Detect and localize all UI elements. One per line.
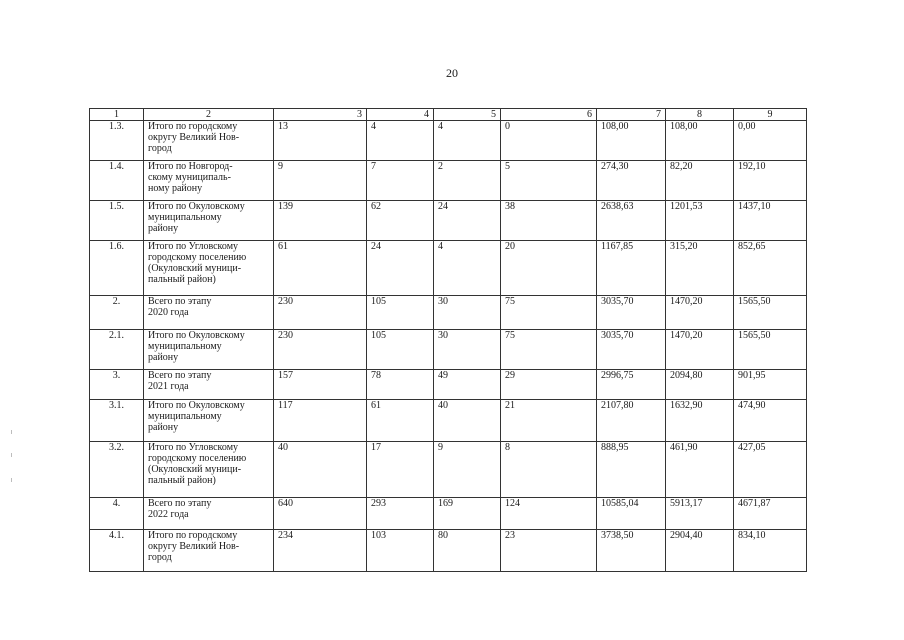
table-row xyxy=(90,296,807,330)
cell-col8: 2094,80 xyxy=(666,370,734,400)
cell-col5: 49 xyxy=(434,370,501,400)
cell-col3: 640 xyxy=(274,498,367,530)
cell-col4: 78 xyxy=(367,370,434,400)
cell-col4: 4 xyxy=(367,121,434,161)
column-header: 5 xyxy=(434,109,501,121)
column-header: 8 xyxy=(666,109,734,121)
column-header: 7 xyxy=(597,109,666,121)
row-number: 3.1. xyxy=(90,400,144,442)
cell-col5: 30 xyxy=(434,330,501,370)
cell-col3: 234 xyxy=(274,530,367,572)
row-number: 2. xyxy=(90,296,144,330)
cell-col4: 105 xyxy=(367,330,434,370)
cell-col3: 139 xyxy=(274,201,367,241)
cell-col5: 40 xyxy=(434,400,501,442)
cell-col9: 474,90 xyxy=(734,400,807,442)
scan-margin-mark xyxy=(11,478,12,482)
row-number: 3.2. xyxy=(90,442,144,498)
row-name: Итого по городскому округу Великий Нов- город xyxy=(144,121,274,161)
row-number: 1.4. xyxy=(90,161,144,201)
cell-col3: 157 xyxy=(274,370,367,400)
cell-col3: 40 xyxy=(274,442,367,498)
table-row xyxy=(90,330,807,370)
row-name: Всего по этапу 2020 года xyxy=(144,296,274,330)
cell-col4: 24 xyxy=(367,241,434,296)
cell-col5: 30 xyxy=(434,296,501,330)
cell-col4: 105 xyxy=(367,296,434,330)
cell-col4: 103 xyxy=(367,530,434,572)
row-number: 1.3. xyxy=(90,121,144,161)
cell-col6: 29 xyxy=(501,370,597,400)
cell-col8: 2904,40 xyxy=(666,530,734,572)
cell-col4: 293 xyxy=(367,498,434,530)
cell-col6: 23 xyxy=(501,530,597,572)
row-number: 4.1. xyxy=(90,530,144,572)
row-name: Итого по Окуловскому муниципальному району xyxy=(144,330,274,370)
cell-col5: 169 xyxy=(434,498,501,530)
cell-col7: 3738,50 xyxy=(597,530,666,572)
column-header: 2 xyxy=(144,109,274,121)
cell-col5: 24 xyxy=(434,201,501,241)
cell-col8: 1470,20 xyxy=(666,296,734,330)
row-number: 2.1. xyxy=(90,330,144,370)
cell-col5: 4 xyxy=(434,121,501,161)
cell-col3: 117 xyxy=(274,400,367,442)
cell-col6: 21 xyxy=(501,400,597,442)
cell-col5: 9 xyxy=(434,442,501,498)
cell-col7: 3035,70 xyxy=(597,296,666,330)
page-number: 20 xyxy=(446,66,458,80)
column-header: 3 xyxy=(274,109,367,121)
table-row xyxy=(90,241,807,296)
cell-col9: 1437,10 xyxy=(734,201,807,241)
row-number: 4. xyxy=(90,498,144,530)
cell-col7: 10585,04 xyxy=(597,498,666,530)
cell-col4: 7 xyxy=(367,161,434,201)
table-row xyxy=(90,498,807,530)
row-name: Итого по Угловскому городскому поселению (Окуловский муници- пальный район) xyxy=(144,241,274,296)
cell-col7: 108,00 xyxy=(597,121,666,161)
row-name: Итого по городскому округу Великий Нов- город xyxy=(144,530,274,572)
table-row xyxy=(90,161,807,201)
cell-col9: 4671,87 xyxy=(734,498,807,530)
cell-col4: 17 xyxy=(367,442,434,498)
cell-col8: 1470,20 xyxy=(666,330,734,370)
table-row xyxy=(90,530,807,572)
column-header: 6 xyxy=(501,109,597,121)
column-header: 4 xyxy=(367,109,434,121)
cell-col6: 38 xyxy=(501,201,597,241)
cell-col7: 2107,80 xyxy=(597,400,666,442)
cell-col9: 0,00 xyxy=(734,121,807,161)
cell-col6: 75 xyxy=(501,330,597,370)
column-header: 1 xyxy=(90,109,144,121)
cell-col3: 230 xyxy=(274,296,367,330)
cell-col7: 1167,85 xyxy=(597,241,666,296)
row-name: Итого по Окуловскому муниципальному району xyxy=(144,400,274,442)
cell-col4: 62 xyxy=(367,201,434,241)
cell-col9: 427,05 xyxy=(734,442,807,498)
cell-col9: 1565,50 xyxy=(734,296,807,330)
row-name: Итого по Новгород- скому муниципаль- ному району xyxy=(144,161,274,201)
cell-col7: 2996,75 xyxy=(597,370,666,400)
cell-col8: 1201,53 xyxy=(666,201,734,241)
row-name: Итого по Окуловскому муниципальному району xyxy=(144,201,274,241)
cell-col6: 75 xyxy=(501,296,597,330)
cell-col9: 1565,50 xyxy=(734,330,807,370)
cell-col7: 2638,63 xyxy=(597,201,666,241)
data-table xyxy=(89,108,807,572)
cell-col8: 315,20 xyxy=(666,241,734,296)
header-row xyxy=(90,109,807,121)
cell-col3: 61 xyxy=(274,241,367,296)
cell-col8: 82,20 xyxy=(666,161,734,201)
cell-col6: 5 xyxy=(501,161,597,201)
cell-col6: 20 xyxy=(501,241,597,296)
cell-col6: 8 xyxy=(501,442,597,498)
cell-col9: 834,10 xyxy=(734,530,807,572)
cell-col3: 9 xyxy=(274,161,367,201)
table-row xyxy=(90,121,807,161)
table-row xyxy=(90,442,807,498)
cell-col9: 901,95 xyxy=(734,370,807,400)
scan-margin-mark xyxy=(11,430,12,434)
scan-margin-mark xyxy=(11,453,12,457)
column-header: 9 xyxy=(734,109,807,121)
cell-col7: 3035,70 xyxy=(597,330,666,370)
cell-col5: 2 xyxy=(434,161,501,201)
cell-col8: 461,90 xyxy=(666,442,734,498)
cell-col5: 80 xyxy=(434,530,501,572)
cell-col7: 274,30 xyxy=(597,161,666,201)
cell-col4: 61 xyxy=(367,400,434,442)
cell-col6: 0 xyxy=(501,121,597,161)
cell-col8: 5913,17 xyxy=(666,498,734,530)
table-row xyxy=(90,370,807,400)
row-name: Всего по этапу 2021 года xyxy=(144,370,274,400)
row-number: 1.6. xyxy=(90,241,144,296)
cell-col6: 124 xyxy=(501,498,597,530)
cell-col9: 852,65 xyxy=(734,241,807,296)
cell-col3: 13 xyxy=(274,121,367,161)
cell-col3: 230 xyxy=(274,330,367,370)
row-name: Итого по Угловскому городскому поселению (Окуловский муници- пальный район) xyxy=(144,442,274,498)
cell-col5: 4 xyxy=(434,241,501,296)
cell-col8: 108,00 xyxy=(666,121,734,161)
row-number: 3. xyxy=(90,370,144,400)
cell-col9: 192,10 xyxy=(734,161,807,201)
row-name: Всего по этапу 2022 года xyxy=(144,498,274,530)
cell-col8: 1632,90 xyxy=(666,400,734,442)
table-row xyxy=(90,201,807,241)
cell-col7: 888,95 xyxy=(597,442,666,498)
row-number: 1.5. xyxy=(90,201,144,241)
table-row xyxy=(90,400,807,442)
